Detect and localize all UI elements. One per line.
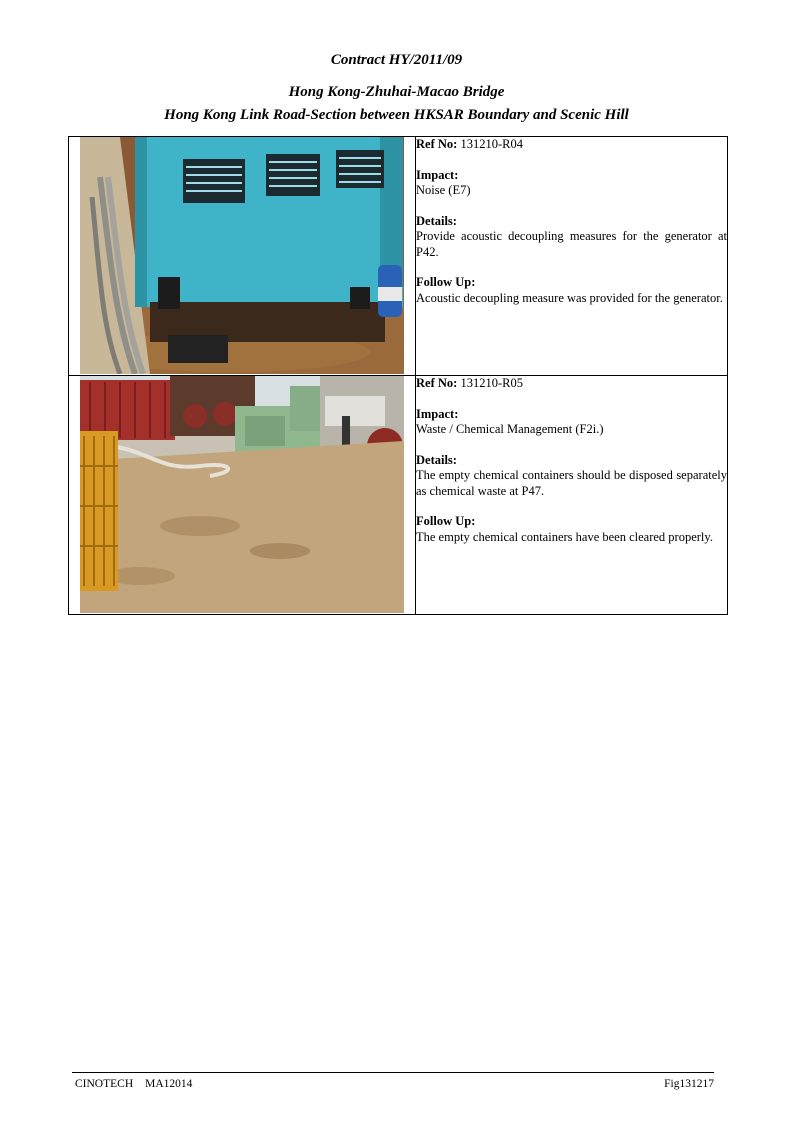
- ref-no-line: [416, 137, 727, 153]
- photo-cell: [69, 376, 416, 615]
- details-block: [416, 214, 727, 261]
- observation-table: [68, 136, 728, 615]
- ref-no-label: Ref No:: [416, 137, 458, 151]
- footer-company: CINOTECH: [75, 1078, 134, 1090]
- generator-photo: [80, 137, 404, 374]
- ref-no-line: [416, 376, 727, 392]
- table-row: [69, 137, 728, 376]
- photo-cell: [69, 137, 416, 376]
- contract-title: Contract HY/2011/09: [330, 52, 463, 68]
- impact-value: Waste / Chemical Management (F2i.): [416, 422, 604, 436]
- record-details: [416, 137, 728, 376]
- table-row: [69, 376, 728, 615]
- follow-up-value: Acoustic decoupling measure was provided for the generator.: [416, 290, 723, 305]
- ref-no-label: Ref No:: [416, 376, 458, 390]
- follow-up-block: [416, 275, 727, 306]
- details-block: [416, 453, 727, 500]
- section-title: Hong Kong Link Road-Section between HKSAR Boundary and Scenic Hill: [164, 107, 629, 123]
- details-label: Details:: [416, 213, 457, 228]
- deck-photo: [80, 376, 404, 613]
- follow-up-value: The empty chemical containers have been cleared properly.: [416, 529, 713, 544]
- footer-figure: Fig131217: [664, 1078, 714, 1090]
- impact-label: Impact:: [416, 406, 459, 421]
- details-label: Details:: [416, 452, 457, 467]
- impact-block: [416, 168, 727, 199]
- record-details: [416, 376, 728, 615]
- details-value: Provide acoustic decoupling measures for the generator at P42.: [416, 229, 727, 259]
- footer-doc-code: MA12014: [145, 1078, 193, 1090]
- follow-up-label: Follow Up:: [416, 275, 476, 289]
- impact-value: Noise (E7): [416, 183, 471, 197]
- project-title: Hong Kong-Zhuhai-Macao Bridge: [288, 84, 505, 100]
- follow-up-block: [416, 514, 727, 545]
- footer-left: [75, 1078, 192, 1090]
- follow-up-label: Follow Up:: [416, 514, 476, 528]
- ref-no-value: 131210-R05: [460, 376, 523, 390]
- ref-no-value: 131210-R04: [460, 137, 523, 151]
- details-value: The empty chemical containers should be disposed separately as chemical waste at P47.: [416, 468, 727, 498]
- impact-block: [416, 407, 727, 438]
- footer-divider: [72, 1072, 714, 1073]
- impact-label: Impact:: [416, 167, 459, 182]
